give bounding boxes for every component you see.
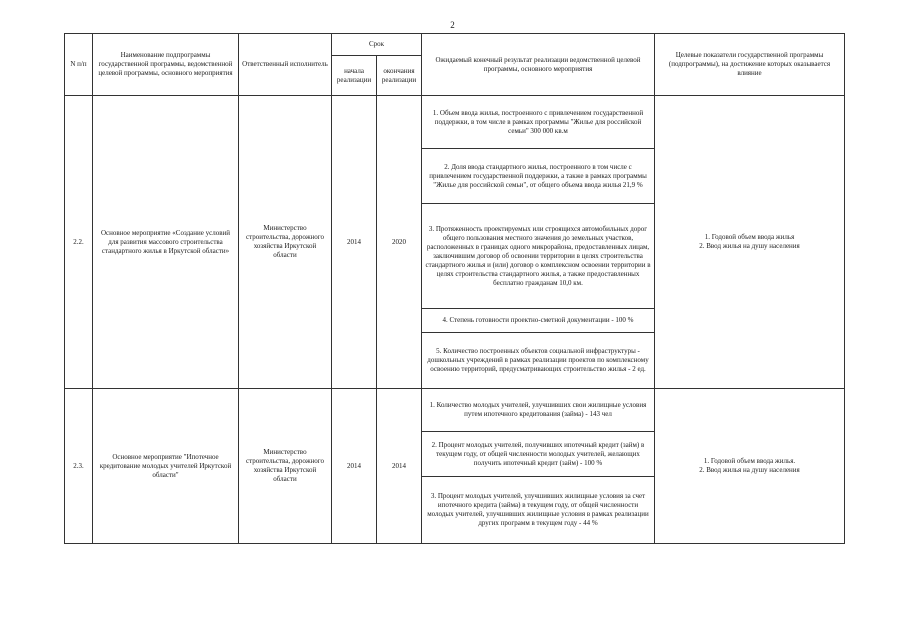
row-name: Основное мероприятие "Ипотечное кредитование молодых учителей Иркутской области"	[93, 389, 239, 544]
row-executor: Министерство строительства, дорожного хозяйства Иркутской области	[239, 389, 332, 544]
header-targets: Целевые показатели государственной программы (подпрограммы), на достижение которых оказывается влияние	[655, 34, 845, 96]
target-item: 1. Годовой объем ввода жилья.	[703, 457, 796, 465]
result-item: 2. Доля ввода стандартного жилья, построенного в том числе с привлечением государственной поддержки, а также в рамках программы "Жилье для российской семьи", от общего объема ввода жилья 21,9 %	[422, 149, 655, 204]
result-item: 5. Количество построенных объектов социальной инфраструктуры - дошкольных учреждений в рамках реализации проектов по комплексному освоению территорий, предусматривающих строительство жилья - 2 ед.	[422, 333, 655, 389]
result-item: 1. Объем ввода жилья, построенного с привлечением государственной поддержки, в том числе в рамках программы "Жилье для российской семьи" 300 000 кв.м	[422, 96, 655, 149]
row-start: 2014	[332, 96, 377, 389]
result-item: 3. Протяженность проектируемых или строящихся автомобильных дорог общего пользования местного значения до земельных участков, расположенных в границах одного микрорайона, предоставленных лицам, заключившим договор об освоении территории в целях строительства стандартного жилья и (или) договор о комплексном освоении территории в целях строительства стандартного жилья, а также предоставленных бесплатно гражданам 10,0 км.	[422, 204, 655, 309]
header-executor: Ответственный исполнитель	[239, 34, 332, 96]
page-number: 2	[450, 20, 455, 30]
target-item: 1. Годовой объем ввода жилья	[704, 233, 795, 241]
program-table	[64, 33, 845, 544]
result-item: 3. Процент молодых учителей, улучшивших жилищные условия за счет ипотечного кредита (займа) в текущем году, от общей численности молодых учителей, улучшивших жилищные условия в рамках реализации других программ в текущем году - 44 %	[422, 477, 655, 544]
result-item: 2. Процент молодых учителей, получивших ипотечный кредит (займ) в текущем году, от общей численности молодых учителей, желающих получить ипотечный кредит (займ) - 100 %	[422, 432, 655, 477]
row-targets	[655, 389, 845, 544]
row-end: 2014	[377, 389, 422, 544]
result-item: 4. Степень готовности проектно-сметной документации - 100 %	[422, 309, 655, 333]
row-num: 2.3.	[65, 389, 93, 544]
target-item: 2. Ввод жилья на душу населения	[699, 242, 800, 250]
row-targets	[655, 96, 845, 389]
header-result: Ожидаемый конечный результат реализации ведомственной целевой программы, основного мероприятия	[422, 34, 655, 96]
row-executor: Министерство строительства, дорожного хозяйства Иркутской области	[239, 96, 332, 389]
header-term: Срок	[332, 34, 422, 56]
result-item: 1. Количество молодых учителей, улучшивших свои жилищные условия путем ипотечного кредитования (займа) - 143 чел	[422, 389, 655, 432]
row-end: 2020	[377, 96, 422, 389]
header-term-end: окончания реализации	[377, 56, 422, 96]
row-num: 2.2.	[65, 96, 93, 389]
header-name: Наименование подпрограммы государственной программы, ведомственной целевой программы, основного мероприятия	[93, 34, 239, 96]
row-name: Основное мероприятие «Создание условий для развития массового строительства стандартного жилья в Иркутской области»	[93, 96, 239, 389]
header-term-start: начала реализации	[332, 56, 377, 96]
target-item: 2. Ввод жилья на душу населения	[699, 466, 800, 474]
row-start: 2014	[332, 389, 377, 544]
header-num: N п/п	[65, 34, 93, 96]
